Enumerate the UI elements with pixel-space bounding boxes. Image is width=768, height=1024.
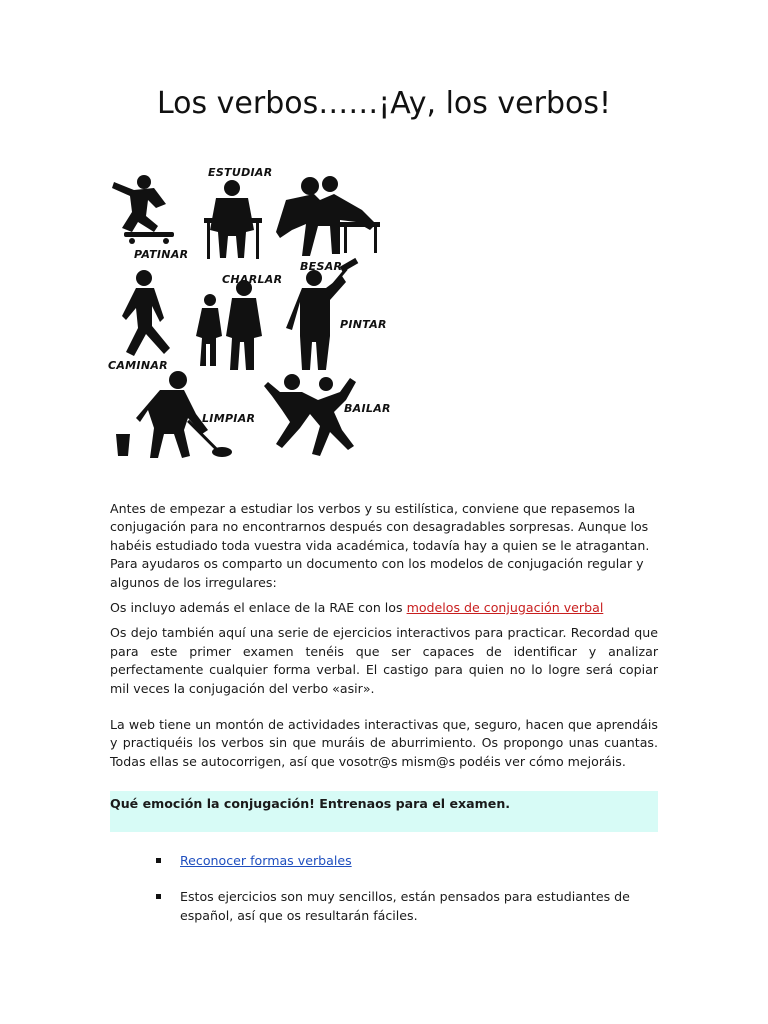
- label-besar: BESAR: [300, 260, 343, 273]
- rae-conjugation-link[interactable]: modelos de conjugación verbal: [406, 600, 604, 616]
- rae-paragraph: [110, 599, 658, 617]
- talking-silhouette: [196, 280, 262, 370]
- highlight-callout: Qué emoción la conjugación! Entrenaos para el examen.: [110, 791, 658, 831]
- dancing-silhouette: [264, 374, 356, 456]
- studying-silhouette: [204, 180, 262, 259]
- skater-silhouette: [112, 175, 174, 244]
- page-title: Los verbos……¡Ay, los verbos!: [156, 86, 612, 121]
- painting-silhouette: [286, 258, 358, 370]
- label-caminar: CAMINAR: [108, 359, 168, 372]
- walking-silhouette: [122, 270, 170, 356]
- article-body: [110, 500, 658, 943]
- intro-paragraph: Antes de empezar a estudiar los verbos y su estilística, conviene que repasemos la conjugación para no encontrarnos después con desagradables sorpresas. Aunque los habéis estudiado toda vuestra vida académica, todavía hay a quien se le atragantan. Para ayudaros os comparto un documento con los modelos de conjugación regular y algunos de los irregulares:: [110, 501, 650, 590]
- verbs-silhouettes: [104, 160, 390, 465]
- list-item: [110, 852, 658, 870]
- label-estudiar: ESTUDIAR: [208, 166, 273, 179]
- web-paragraph: La web tiene un montón de actividades interactivas que, seguro, hacen que aprendáis y practiquéis los verbos sin que muráis de aburrimiento. Os propongo unas cuantas. Todas ellas se autocorrigen, así que vosotr@s mism@s podéis ver cómo mejoráis.: [110, 717, 658, 769]
- label-pintar: PINTAR: [340, 318, 387, 331]
- exercises-paragraph: Os dejo también aquí una serie de ejercicios interactivos para practicar. Recordad que para este primer examen tenéis que ser capaces de identificar y analizar perfectamente cualquier forma verbal. El castigo para quien no lo logre será copiar mil veces la conjugación del verbo «asir».: [110, 625, 658, 696]
- kissing-silhouette: [276, 176, 380, 256]
- rae-text: Os incluyo además el enlace de la RAE con los: [110, 600, 407, 616]
- bullet-description: Estos ejercicios son muy sencillos, están pensados para estudiantes de español, así que os resultarán fáciles.: [180, 889, 630, 923]
- list-item: [110, 888, 658, 925]
- label-bailar: BAILAR: [344, 402, 390, 415]
- recognize-verbs-link[interactable]: Reconocer formas verbales: [180, 852, 352, 868]
- bullet-icon: [156, 894, 161, 899]
- label-charlar: CHARLAR: [222, 273, 283, 286]
- verbs-illustration: [104, 160, 390, 465]
- bullet-icon: [156, 858, 161, 863]
- label-patinar: PATINAR: [134, 248, 189, 261]
- exercise-list: [110, 852, 658, 925]
- label-limpiar: LIMPIAR: [202, 412, 256, 425]
